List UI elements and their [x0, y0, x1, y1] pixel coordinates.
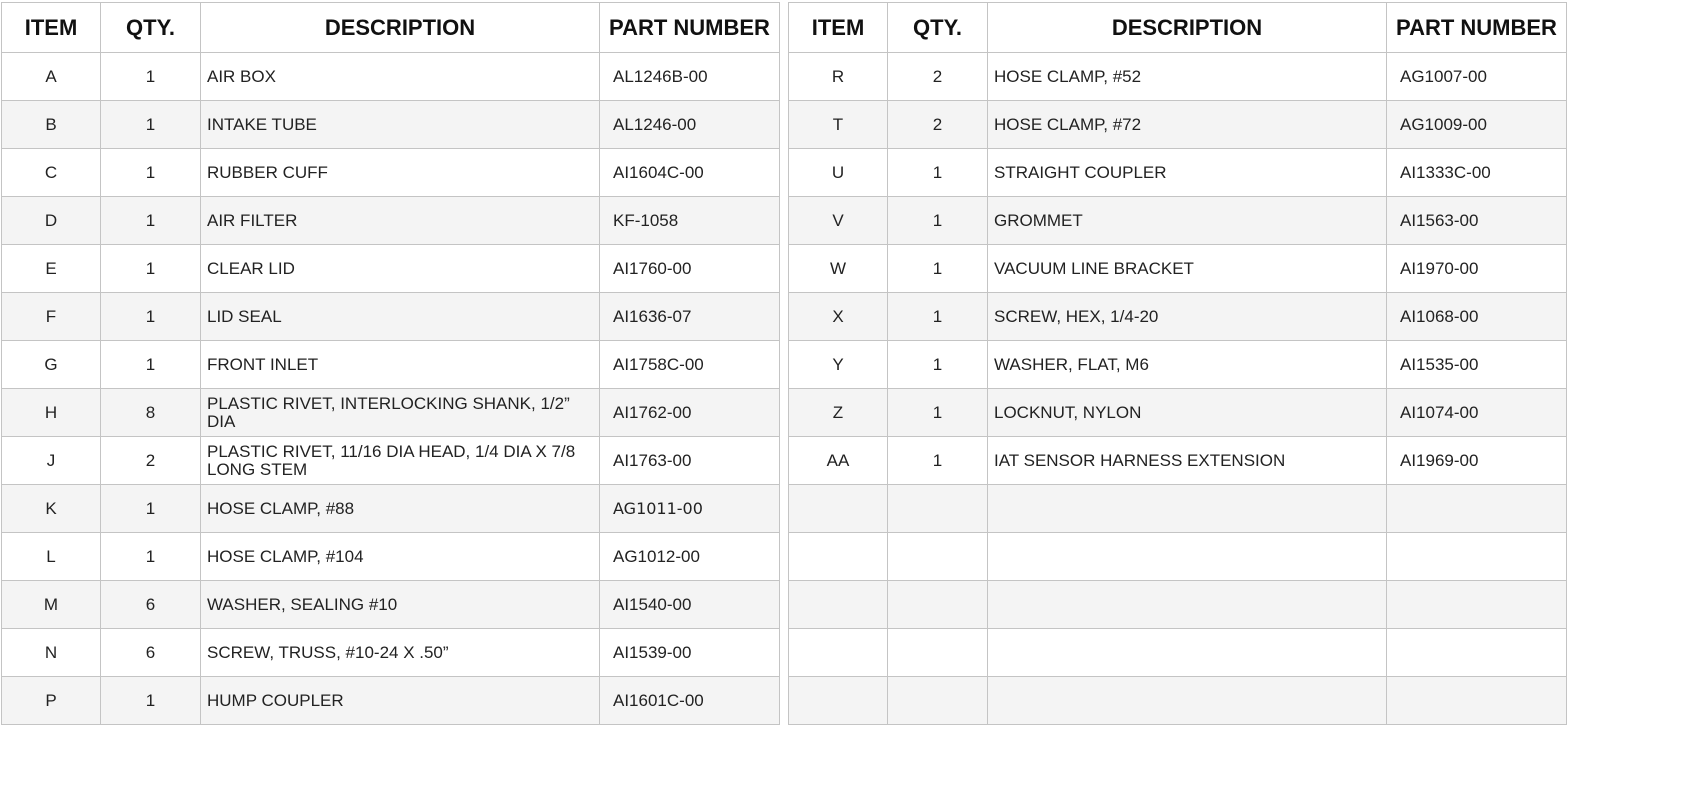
item-cell: H [2, 389, 101, 437]
description-cell: PLASTIC RIVET, 11/16 DIA HEAD, 1/4 DIA X 7/8 LONG STEM [201, 437, 600, 485]
part-number-cell: AI1601C-00 [600, 677, 780, 725]
item-cell [789, 677, 888, 725]
header-qty: QTY. [888, 3, 988, 53]
part-number-cell [1387, 629, 1567, 677]
description-cell: SCREW, TRUSS, #10-24 X .50” [201, 629, 600, 677]
qty-cell: 1 [101, 197, 201, 245]
table-row [2, 629, 780, 677]
table-row [789, 533, 1567, 581]
part-number-cell: AI1763-00 [600, 437, 780, 485]
description-cell [988, 629, 1387, 677]
item-cell [789, 485, 888, 533]
item-cell: N [2, 629, 101, 677]
item-cell: D [2, 197, 101, 245]
item-cell: AA [789, 437, 888, 485]
part-number-cell: AI1760-00 [600, 245, 780, 293]
table-row [789, 485, 1567, 533]
qty-cell: 1 [101, 53, 201, 101]
item-cell: P [2, 677, 101, 725]
header-row [789, 3, 1567, 53]
qty-cell: 6 [101, 581, 201, 629]
description-cell [988, 677, 1387, 725]
table-row [2, 53, 780, 101]
item-cell: L [2, 533, 101, 581]
item-cell: W [789, 245, 888, 293]
part-number-cell: AG1012-00 [600, 533, 780, 581]
item-cell [789, 581, 888, 629]
description-cell: HUMP COUPLER [201, 677, 600, 725]
qty-cell: 1 [101, 101, 201, 149]
part-number-cell: AI1068-00 [1387, 293, 1567, 341]
item-cell: U [789, 149, 888, 197]
description-cell [988, 533, 1387, 581]
item-cell: R [789, 53, 888, 101]
item-cell: Y [789, 341, 888, 389]
qty-cell [888, 581, 988, 629]
part-number-cell: AI1074-00 [1387, 389, 1567, 437]
qty-cell: 1 [101, 485, 201, 533]
table-row [789, 293, 1567, 341]
item-cell: J [2, 437, 101, 485]
qty-cell [888, 677, 988, 725]
part-number-cell: AI1758C-00 [600, 341, 780, 389]
item-cell [789, 533, 888, 581]
part-number-cell [1387, 533, 1567, 581]
qty-cell: 1 [888, 437, 988, 485]
item-cell: M [2, 581, 101, 629]
table-row [2, 533, 780, 581]
part-number-cell: AI1540-00 [600, 581, 780, 629]
qty-cell: 1 [101, 341, 201, 389]
description-cell: WASHER, SEALING #10 [201, 581, 600, 629]
qty-cell: 1 [101, 245, 201, 293]
description-cell [988, 485, 1387, 533]
description-cell: HOSE CLAMP, #88 [201, 485, 600, 533]
qty-cell [888, 629, 988, 677]
part-number-cell: KF-1058 [600, 197, 780, 245]
header-qty: QTY. [101, 3, 201, 53]
qty-cell: 2 [101, 437, 201, 485]
part-number-cell [1387, 581, 1567, 629]
description-cell: PLASTIC RIVET, INTERLOCKING SHANK, 1/2” DIA [201, 389, 600, 437]
qty-cell: 1 [888, 197, 988, 245]
description-cell: HOSE CLAMP, #52 [988, 53, 1387, 101]
qty-cell: 2 [888, 101, 988, 149]
table-row [2, 677, 780, 725]
description-cell: VACUUM LINE BRACKET [988, 245, 1387, 293]
item-cell: C [2, 149, 101, 197]
item-cell: V [789, 197, 888, 245]
header-item: ITEM [789, 3, 888, 53]
qty-cell: 1 [101, 533, 201, 581]
qty-cell: 1 [888, 293, 988, 341]
parts-table-left [1, 2, 780, 725]
part-number-cell: AI1539-00 [600, 629, 780, 677]
table-row [2, 437, 780, 485]
table-row [2, 341, 780, 389]
description-cell: HOSE CLAMP, #72 [988, 101, 1387, 149]
table-row [2, 485, 780, 533]
parts-table-right [788, 2, 1567, 725]
part-number-cell: AI1535-00 [1387, 341, 1567, 389]
part-number-cell: AL1246-00 [600, 101, 780, 149]
description-cell: LID SEAL [201, 293, 600, 341]
qty-cell: 1 [888, 389, 988, 437]
description-cell: FRONT INLET [201, 341, 600, 389]
header-part-number: PART NUMBER [1387, 3, 1567, 53]
part-number-cell: AI1333C-00 [1387, 149, 1567, 197]
part-number-cell: AG1007-00 [1387, 53, 1567, 101]
item-cell: B [2, 101, 101, 149]
item-cell: T [789, 101, 888, 149]
item-cell [789, 629, 888, 677]
item-cell: X [789, 293, 888, 341]
description-cell: AIR BOX [201, 53, 600, 101]
item-cell: Z [789, 389, 888, 437]
table-row [2, 245, 780, 293]
description-cell: SCREW, HEX, 1/4-20 [988, 293, 1387, 341]
table-row [2, 101, 780, 149]
description-cell: GROMMET [988, 197, 1387, 245]
qty-cell: 1 [888, 245, 988, 293]
table-row [2, 197, 780, 245]
part-number-cell: AG1011-00 [600, 485, 780, 533]
description-cell: INTAKE TUBE [201, 101, 600, 149]
table-row [2, 149, 780, 197]
qty-cell: 2 [888, 53, 988, 101]
description-cell: HOSE CLAMP, #104 [201, 533, 600, 581]
qty-cell: 1 [101, 149, 201, 197]
header-item: ITEM [2, 3, 101, 53]
qty-cell: 1 [888, 149, 988, 197]
qty-cell: 1 [888, 341, 988, 389]
part-number-cell: AI1970-00 [1387, 245, 1567, 293]
header-row [2, 3, 780, 53]
part-number-cell: AI1636-07 [600, 293, 780, 341]
item-cell: G [2, 341, 101, 389]
description-cell: AIR FILTER [201, 197, 600, 245]
table-row [789, 197, 1567, 245]
description-cell: WASHER, FLAT, M6 [988, 341, 1387, 389]
part-number-cell [1387, 485, 1567, 533]
part-number-cell: AI1969-00 [1387, 437, 1567, 485]
description-cell [988, 581, 1387, 629]
qty-cell: 6 [101, 629, 201, 677]
item-cell: A [2, 53, 101, 101]
table-row [789, 53, 1567, 101]
part-number-cell [1387, 677, 1567, 725]
part-number-cell: AI1762-00 [600, 389, 780, 437]
description-cell: RUBBER CUFF [201, 149, 600, 197]
table-row [789, 677, 1567, 725]
table-row [789, 245, 1567, 293]
table-row [789, 341, 1567, 389]
item-cell: F [2, 293, 101, 341]
part-number-cell: AI1604C-00 [600, 149, 780, 197]
part-number-cell: AI1563-00 [1387, 197, 1567, 245]
qty-cell: 1 [101, 293, 201, 341]
part-number-cell: AG1009-00 [1387, 101, 1567, 149]
item-cell: K [2, 485, 101, 533]
table-row [789, 629, 1567, 677]
header-description: DESCRIPTION [201, 3, 600, 53]
description-cell: LOCKNUT, NYLON [988, 389, 1387, 437]
table-row [789, 149, 1567, 197]
description-cell: STRAIGHT COUPLER [988, 149, 1387, 197]
qty-cell [888, 533, 988, 581]
table-row [789, 581, 1567, 629]
qty-cell [888, 485, 988, 533]
table-row [2, 581, 780, 629]
table-row [789, 101, 1567, 149]
table-row [2, 389, 780, 437]
part-number-cell: AL1246B-00 [600, 53, 780, 101]
table-row [2, 293, 780, 341]
qty-cell: 8 [101, 389, 201, 437]
qty-cell: 1 [101, 677, 201, 725]
item-cell: E [2, 245, 101, 293]
description-cell: CLEAR LID [201, 245, 600, 293]
description-cell: IAT SENSOR HARNESS EXTENSION [988, 437, 1387, 485]
table-row [789, 389, 1567, 437]
header-part-number: PART NUMBER [600, 3, 780, 53]
header-description: DESCRIPTION [988, 3, 1387, 53]
table-row [789, 437, 1567, 485]
